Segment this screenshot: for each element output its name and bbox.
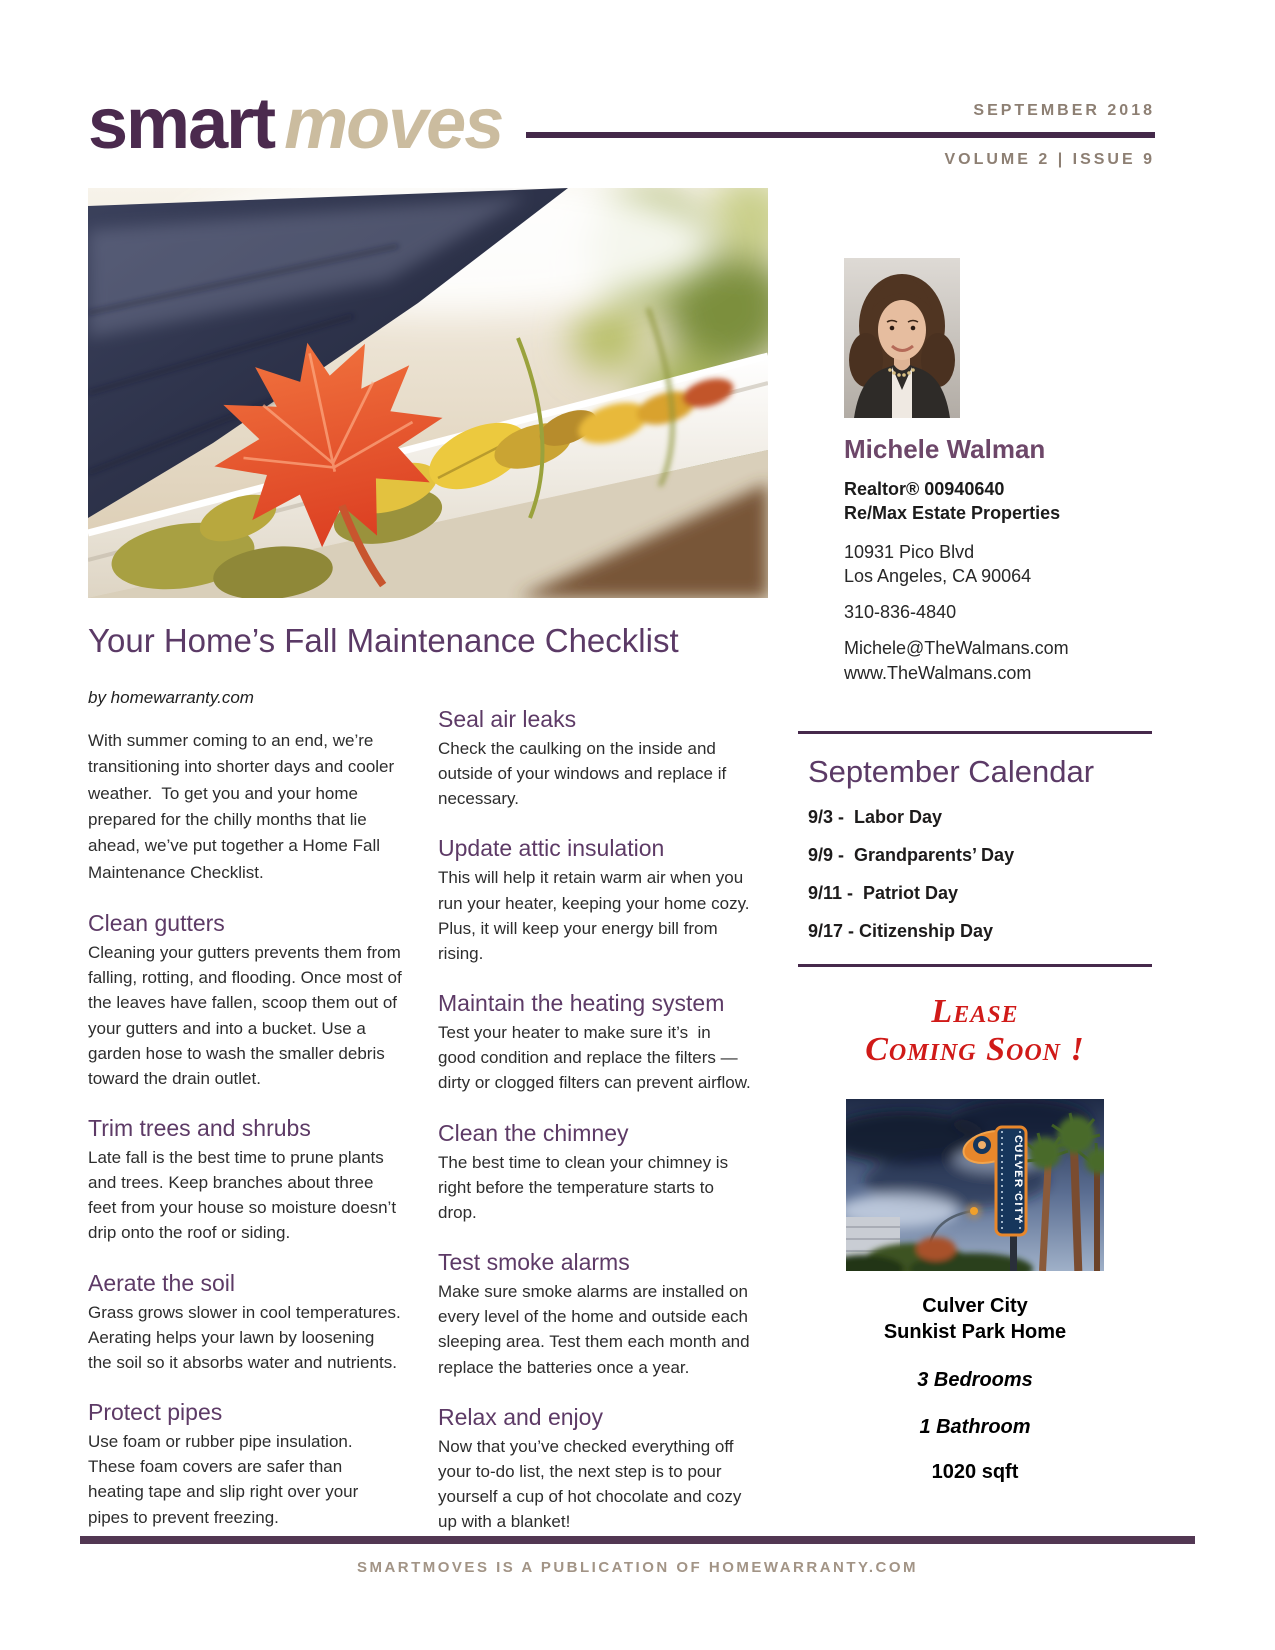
article-area bbox=[88, 188, 768, 1534]
main-content bbox=[88, 188, 1152, 1534]
footer-text: SMARTMOVES IS A PUBLICATION OF HOMEWARRANTY.COM bbox=[356, 1559, 919, 1576]
realtor-email: Michele@TheWalmans.com bbox=[844, 638, 1069, 659]
section-heading: Aerate the soil bbox=[88, 1269, 236, 1296]
realtor-phone: 310-836-4840 bbox=[844, 602, 957, 623]
culver-city-photo bbox=[846, 1099, 1104, 1271]
section-heading: Clean gutters bbox=[88, 910, 225, 937]
calendar-event: 9/3 - Labor Day bbox=[808, 807, 943, 828]
calendar-panel bbox=[798, 731, 1152, 967]
section-heading: Relax and enjoy bbox=[438, 1403, 603, 1430]
realtor-website: www.TheWalmans.com bbox=[844, 662, 1032, 683]
article-section bbox=[88, 1399, 402, 1530]
section-heading: Protect pipes bbox=[88, 1399, 223, 1426]
culver-sign-text: CULVER CITY bbox=[1012, 1135, 1024, 1225]
section-heading: Clean the chimney bbox=[438, 1119, 629, 1146]
section-heading: Maintain the heating system bbox=[438, 990, 725, 1017]
section-heading: Seal air leaks bbox=[438, 706, 577, 732]
calendar-event: 9/9 - Grandparents’ Day bbox=[808, 845, 1015, 866]
realtor-company: Re/Max Estate Properties bbox=[844, 503, 1061, 524]
section-body: Make sure smoke alarms are installed on every level of the home and outside each sleeping area. Test them each month and replace the batteries once a year. bbox=[438, 1282, 755, 1377]
logo bbox=[88, 84, 503, 164]
calendar-events bbox=[798, 807, 1152, 942]
section-body: Use foam or rubber pipe insulation. These foam covers are safer than heating tape and slip right over your pipes to prevent freezing. bbox=[88, 1432, 364, 1527]
article-column-2 bbox=[438, 682, 755, 1534]
gutter-leaves-photo bbox=[88, 188, 768, 598]
realtor-card bbox=[798, 258, 1152, 685]
section-body: Test your heater to make sure it’s in good condition and replace the filters — dirty or clogged filters can prevent airflow. bbox=[438, 1023, 751, 1093]
section-body: Check the caulking on the inside and outside of your windows and replace if necessary. bbox=[438, 739, 731, 809]
article-byline: by homewarranty.com bbox=[88, 688, 254, 707]
section-body: This will help it retain warm air when you run your heater, keeping your home cozy. Plus, it will keep your energy bill from rising. bbox=[438, 868, 755, 963]
realtor-name: Michele Walman bbox=[844, 434, 1046, 464]
calendar-title: September Calendar bbox=[808, 754, 1095, 790]
issue-date: SEPTEMBER 2018 bbox=[973, 102, 1155, 119]
calendar-event: 9/11 - Patriot Day bbox=[808, 883, 959, 904]
header bbox=[88, 84, 1155, 169]
footer-rule bbox=[80, 1536, 1195, 1544]
listing-bedrooms: 3 Bedrooms bbox=[917, 1369, 1033, 1392]
lease-ad bbox=[798, 993, 1152, 1484]
article-section bbox=[438, 990, 752, 1095]
listing-name: Sunkist Park Home bbox=[883, 1321, 1067, 1344]
section-body: Now that you’ve checked everything off your to-do list, the next step is to pour yourself a cup of hot chocolate and cozy up with a blanket! bbox=[438, 1436, 747, 1532]
header-meta bbox=[526, 88, 1155, 169]
realtor-license: Realtor® 00940640 bbox=[844, 479, 1005, 499]
article-columns bbox=[88, 682, 768, 1534]
article-column-1 bbox=[88, 682, 407, 1534]
calendar-event: 9/17 - Citizenship Day bbox=[808, 921, 994, 942]
volume-issue: VOLUME 2 | ISSUE 9 bbox=[944, 151, 1155, 168]
section-heading: Test smoke alarms bbox=[438, 1249, 630, 1276]
realtor-headshot-photo bbox=[844, 258, 960, 418]
article-section bbox=[438, 1249, 755, 1380]
article-section bbox=[88, 1115, 402, 1246]
logo-moves: moves bbox=[284, 84, 503, 164]
section-heading: Trim trees and shrubs bbox=[88, 1115, 311, 1141]
logo-smart: smart bbox=[88, 84, 275, 164]
header-rule bbox=[526, 132, 1155, 138]
section-body: Late fall is the best time to prune plants and trees. Keep branches about three feet from your house so moisture doesn’t drip onto the roof or siding. bbox=[88, 1148, 401, 1243]
article-section bbox=[438, 1404, 752, 1535]
lease-banner-line1: Lease bbox=[931, 993, 1019, 1031]
article-title: Your Home’s Fall Maintenance Checklist bbox=[88, 622, 679, 659]
article-intro: With summer coming to an end, we’re transitioning into shorter days and cooler weather. To get you and your home prepared for the chilly months that lie ahead, we’ve put together a Home Fall Maintenance Checklist. bbox=[88, 731, 399, 882]
article-section bbox=[438, 835, 755, 966]
listing-bathrooms: 1 Bathroom bbox=[919, 1416, 1031, 1439]
realtor-address-line1: 10931 Pico Blvd bbox=[844, 541, 975, 562]
article-section bbox=[88, 1269, 405, 1375]
article-section bbox=[438, 1120, 752, 1225]
section-body: The best time to clean your chimney is right before the temperature starts to drop. bbox=[438, 1152, 733, 1222]
section-body: Grass grows slower in cool temperatures. Aerating helps your lawn by loosening the soil so it absorbs water and nutrients. bbox=[88, 1302, 405, 1372]
article-section bbox=[438, 706, 752, 811]
listing-location: Culver City bbox=[922, 1295, 1028, 1318]
right-rail bbox=[784, 188, 1152, 1534]
lease-banner-line2: Coming Soon ! bbox=[865, 1031, 1085, 1069]
section-body: Cleaning your gutters prevents them from falling, rotting, and flooding. Once most of the leaves have fallen, scoop them out of your gutters and into a bucket. Use a garden hose to wash the smaller debris toward the drain outlet. bbox=[88, 943, 407, 1088]
section-heading: Update attic insulation bbox=[438, 835, 665, 862]
listing-size: 1020 sqft bbox=[931, 1461, 1019, 1484]
realtor-address-line2: Los Angeles, CA 90064 bbox=[844, 565, 1032, 586]
footer bbox=[80, 1536, 1195, 1576]
article-section bbox=[88, 910, 407, 1091]
